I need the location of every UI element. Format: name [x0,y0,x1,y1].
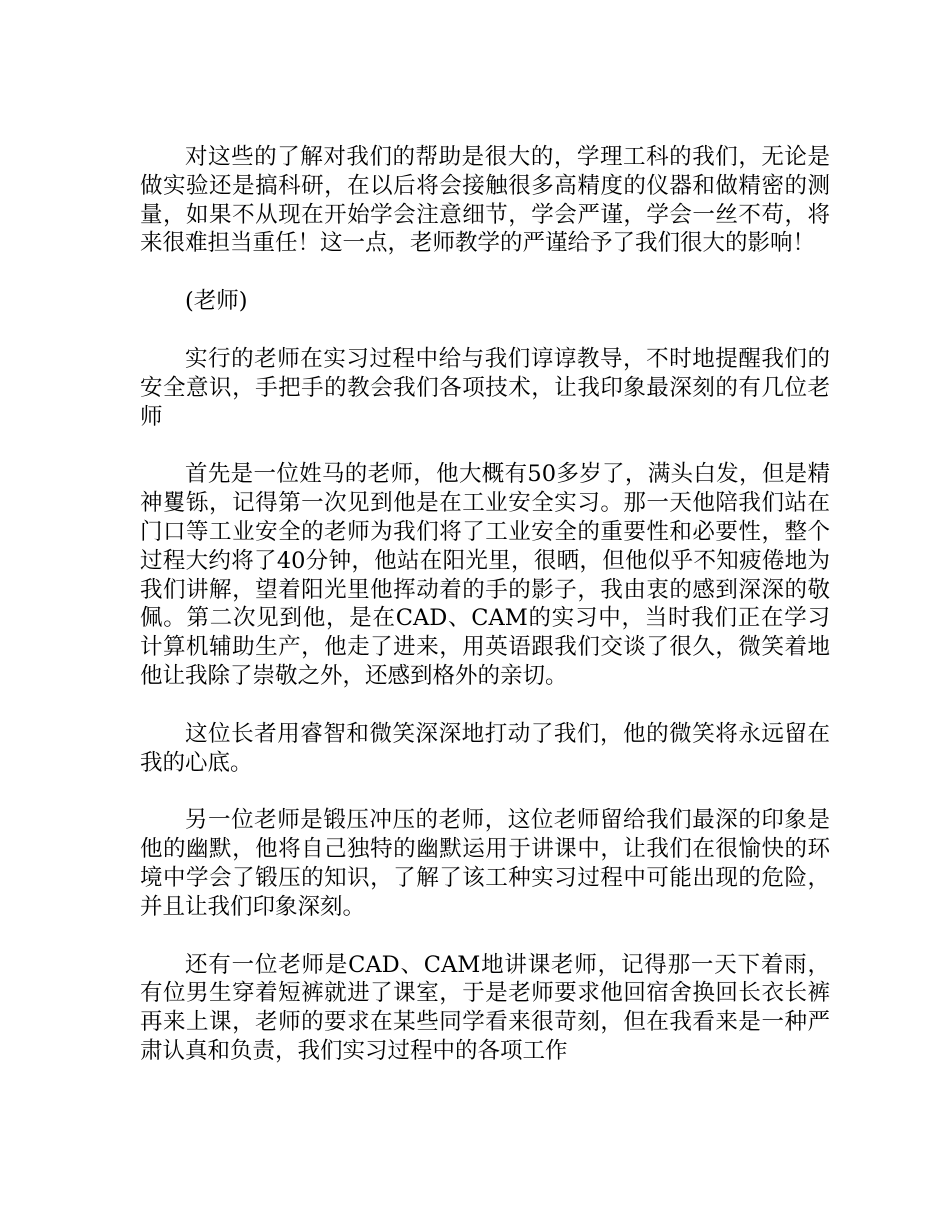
paragraph-elder-smile: 这位长者用睿智和微笑深深地打动了我们，他的微笑将永远留在我的心底。 [140,720,830,776]
paragraph-rigor: 对这些的了解对我们的帮助是很大的，学理工科的我们，无论是做实验还是搞科研，在以后将会接触很多高精度的仪器和做精密的测量，如果不从现在开始学会注意细节，学会严谨，学会一丝不苟，将来很难担当重任！这一点，老师教学的严谨给予了我们很大的影响！ [140,144,830,257]
paragraph-forging-teacher: 另一位老师是锻压冲压的老师，这位老师留给我们最深的印象是他的幽默，他将自己独特的幽默运用于讲课中，让我们在很愉快的环境中学会了锻压的知识，了解了该工种实习过程中可能出现的危险，并且让我们印象深刻。 [140,807,830,920]
paragraph-teachers-intro: 实行的老师在实习过程中给与我们谆谆教导，不时地提醒我们的安全意识，手把手的教会我们各项技术，让我印象最深刻的有几位老师 [140,345,830,430]
paragraph-cad-cam-teacher: 还有一位老师是CAD、CAM地讲课老师，记得那一天下着雨，有位男生穿着短裤就进了课室，于是老师要求他回宿舍换回长衣长裤再来上课，老师的要求在某些同学看来很苛刻，但在我看来是一种严肃认真和负责，我们实习过程中的各项工作 [140,951,830,1064]
paragraph-teacher-heading: (老师) [185,288,248,315]
paragraph-teacher-ma: 首先是一位姓马的老师，他大概有50多岁了，满头白发，但是精神矍铄，记得第一次见到他是在工业安全实习。那一天他陪我们站在门口等工业安全的老师为我们将了工业安全的重要性和必要性，整个过程大约将了40分钟，他站在阳光里，很晒，但他似乎不知疲倦地为我们讲解，望着阳光里他挥动着的手的影子，我由衷的感到深深的敬佩。第二次见到他，是在CAD、CAM的实习中，当时我们正在学习计算机辅助生产，他走了进来，用英语跟我们交谈了很久，微笑着地他让我除了崇敬之外，还感到格外的亲切。 [140,461,830,689]
document-body [140,143,830,1066]
